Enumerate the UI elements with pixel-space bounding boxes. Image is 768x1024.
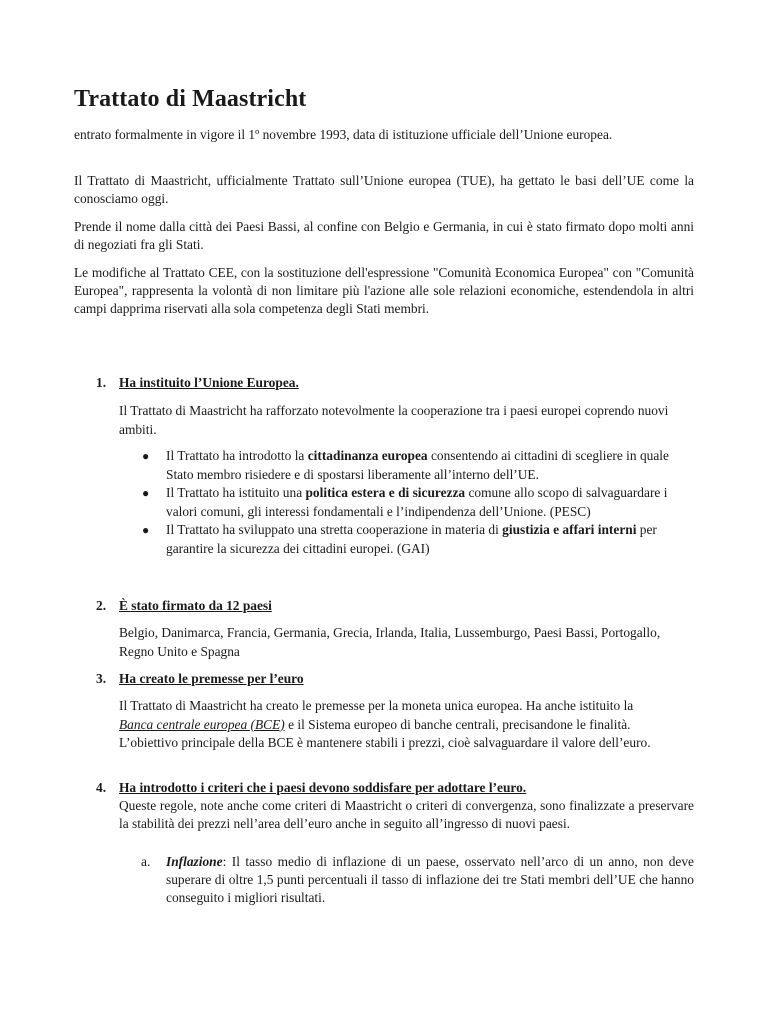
intro-paragraph: Il Trattato di Maastricht, ufficialmente Trattato sull’Unione europea (TUE), ha gettato le basi dell’UE come la conosciamo oggi. bbox=[74, 173, 694, 206]
intro-paragraph: entrato formalmente in vigore il 1º novembre 1993, data di istituzione ufficiale dell’Unione europea. bbox=[74, 127, 613, 142]
bold-term: politica estera e di sicurezza bbox=[305, 485, 466, 500]
section-number: 1. bbox=[96, 375, 107, 390]
list-item: ● Il Trattato ha introdotto la cittadinanza europea consentendo ai cittadini di scegliere in quale Stato membro risiedere e di spostarsi liberamente all’interno dell’UE. bbox=[142, 448, 669, 482]
section-number: 4. bbox=[96, 780, 107, 795]
bullet-icon: ● bbox=[142, 523, 150, 537]
section-text: Belgio, Danimarca, Francia, Germania, Grecia, Irlanda, Italia, Lussemburgo, Paesi Bassi, Portogallo, Regno Unito e Spagna bbox=[119, 625, 661, 659]
bold-term: giustizia e affari interni bbox=[502, 522, 637, 537]
section-number: 2. bbox=[96, 598, 107, 613]
section-heading: Ha instituito l’Unione Europea. bbox=[119, 375, 299, 390]
section-text: Queste regole, note anche come criteri di Maastricht o criteri di convergenza, sono finalizzate a preservare la stabilità dei prezzi nell’area dell’euro anche in seguito all’ingresso di nuovi paesi. bbox=[119, 798, 694, 831]
bold-term: cittadinanza europea bbox=[307, 448, 428, 463]
section-number: 3. bbox=[96, 671, 107, 686]
section-heading: Ha creato le premesse per l’euro bbox=[119, 671, 304, 686]
subitem-marker: a. bbox=[141, 854, 151, 869]
subitem-term: Inflazione bbox=[166, 854, 223, 869]
document-title: Trattato di Maastricht bbox=[74, 86, 307, 112]
bullet-icon: ● bbox=[142, 486, 150, 500]
subitem-text: Inflazione: Il tasso medio di inflazione di un paese, osservato nell’arco di un anno, non deve superare di oltre 1,5 punti percentuali il tasso di inflazione dei tre Stati membri dell’UE che hanno conseguito i migliori risultati. bbox=[166, 854, 694, 905]
intro-paragraph: Le modifiche al Trattato CEE, con la sostituzione dell'espressione "Comunità Economica Europea" con "Comunità Europea", rappresenta la volontà di non limitare più l'azione alle sole relazioni economiche, estendendola in altri campi dapprima riservati alla sola competenza degli Stati membri. bbox=[74, 265, 694, 316]
section-heading: È stato firmato da 12 paesi bbox=[119, 598, 272, 613]
intro-paragraph: Prende il nome dalla città dei Paesi Bassi, al confine con Belgio e Germania, in cui è stato firmato dopo molti anni di negoziati fra gli Stati. bbox=[74, 219, 694, 252]
section-heading: Ha introdotto i criteri che i paesi devono soddisfare per adottare l’euro. bbox=[119, 780, 527, 795]
list-item: ● Il Trattato ha sviluppato una stretta cooperazione in materia di giustizia e affari interni per garantire la sicurezza dei cittadini europei. (GAI) bbox=[142, 522, 657, 556]
list-item: ● Il Trattato ha istituito una politica estera e di sicurezza comune allo scopo di salvaguardare i valori comuni, gli interessi fondamentali e l’indipendenza dell’Unione. (PESC) bbox=[142, 485, 668, 519]
bullet-icon: ● bbox=[142, 449, 150, 463]
section-text: Il Trattato di Maastricht ha rafforzato notevolmente la cooperazione tra i paesi europei coprendo nuovi ambiti. bbox=[119, 403, 669, 437]
bullet-list bbox=[140, 447, 680, 558]
section-text: Il Trattato di Maastricht ha creato le premesse per la moneta unica europea. Ha anche istituito la Banca centrale europea (BCE) e il Sistema europeo di banche centrali, precisandone le finalità. L’obiettivo principale della BCE è mantenere stabili i prezzi, cioè salvaguardare il valore dell’euro. bbox=[119, 698, 651, 750]
bce-link[interactable]: Banca centrale europea (BCE) bbox=[119, 716, 285, 732]
